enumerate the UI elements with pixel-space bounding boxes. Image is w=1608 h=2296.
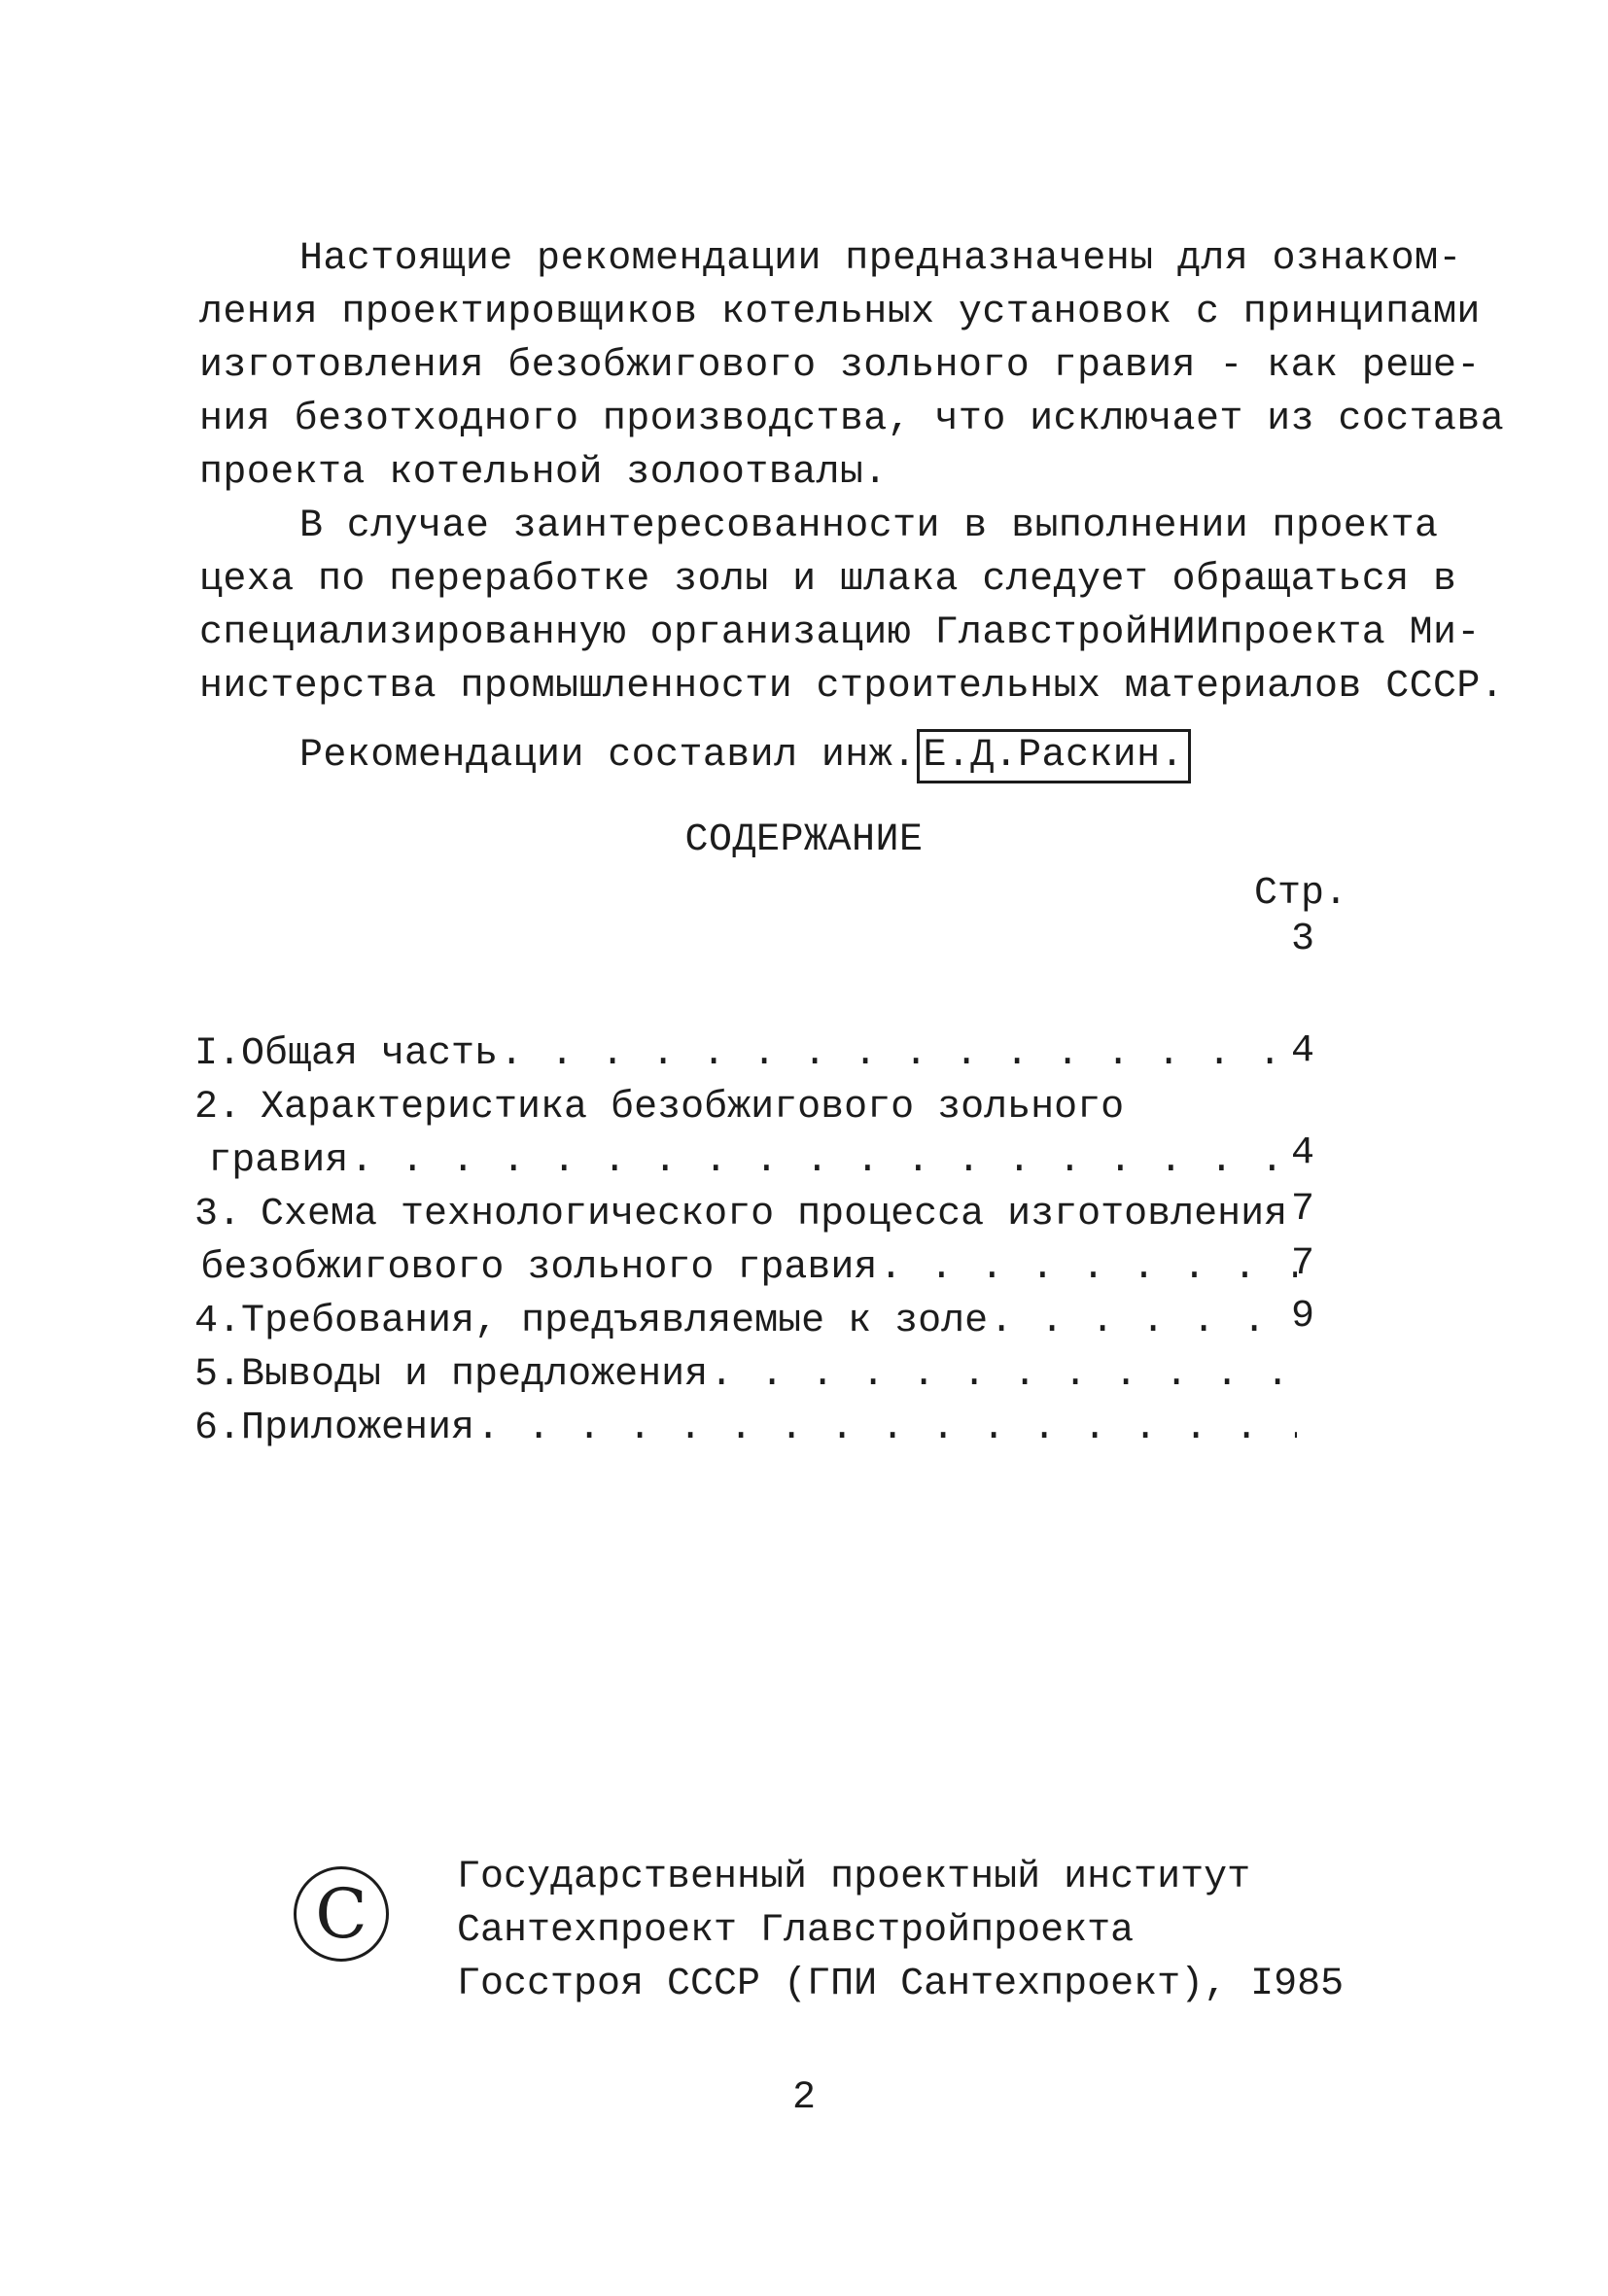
page-number: 2 — [791, 2076, 816, 2120]
intro-paragraph1-line: ния безотходного производства, что исключает из состава — [199, 398, 1505, 441]
toc-item-page: 4 — [1291, 1131, 1315, 1175]
toc-item-page: 4 — [1291, 1029, 1315, 1073]
toc-item-page: 9 — [1291, 1295, 1315, 1339]
copyright-icon: C — [294, 1866, 389, 1962]
toc-item-text: Характеристика безобжигового зольного — [261, 1086, 1125, 1130]
toc-item-text: Выводы и предложения — [241, 1353, 709, 1397]
intro-paragraph1-line: Настоящие рекомендации предназначены для ознаком- — [299, 237, 1462, 281]
intro-paragraph2-line: В случае заинтересованности в выполнении проекта — [299, 504, 1439, 548]
author-name-box: Е.Д.Раскин. — [917, 729, 1191, 783]
toc-item-number: 5. — [194, 1353, 242, 1397]
toc-item-number: 3. — [194, 1193, 242, 1236]
intro-paragraph2-line: специализированную организацию ГлавстройНИИпроекта Ми- — [199, 611, 1481, 655]
toc-item-number: 6. — [194, 1407, 242, 1450]
toc-item-number: 2. — [194, 1086, 242, 1130]
toc-dot-leader — [476, 1403, 1297, 1455]
toc-title: СОДЕРЖАНИЕ — [684, 818, 924, 862]
publisher-line: Госстроя СССР (ГПИ Сантехпроект), I985 — [457, 1963, 1345, 2006]
intro-paragraph1-line: изготовления безобжигового зольного гравия - как реше- — [199, 344, 1481, 388]
intro-paragraph2-line: нистерства промышленности строительных материалов СССР. — [199, 665, 1505, 709]
publisher-line: Сантехпроект Главстройпроекта — [457, 1909, 1135, 1953]
toc-item-text: Общая часть — [241, 1032, 499, 1076]
toc-item-text: гравия — [208, 1139, 349, 1183]
author-line — [299, 729, 1191, 783]
author-prefix: Рекомендации составил инж. — [299, 734, 917, 778]
toc-item-number: 4. — [194, 1300, 242, 1343]
toc-item-number: I. — [194, 1032, 242, 1076]
toc-page-header: Стр. — [1254, 872, 1348, 916]
toc-item-page: 3 — [1291, 918, 1315, 961]
intro-paragraph2-line: цеха по переработке золы и шлака следует обращаться в — [199, 558, 1457, 602]
toc-item-text: Приложения — [241, 1407, 475, 1450]
publisher-line: Государственный проектный институт — [457, 1856, 1251, 1899]
intro-paragraph1-line: ления проектировщиков котельных установок с принципами — [199, 291, 1481, 334]
toc-item-page: 7 — [1291, 1242, 1315, 1286]
toc-item-page: 7 — [1291, 1188, 1315, 1232]
toc-item-text: безобжигового зольного гравия — [200, 1246, 878, 1290]
intro-paragraph1-line: проекта котельной золоотвалы. — [199, 451, 888, 495]
toc-item-text: Схема технологического процесса изготовления — [261, 1193, 1288, 1236]
toc-item-text: Требования, предъявляемые к золе — [241, 1300, 989, 1343]
toc-item — [194, 1298, 1303, 1560]
